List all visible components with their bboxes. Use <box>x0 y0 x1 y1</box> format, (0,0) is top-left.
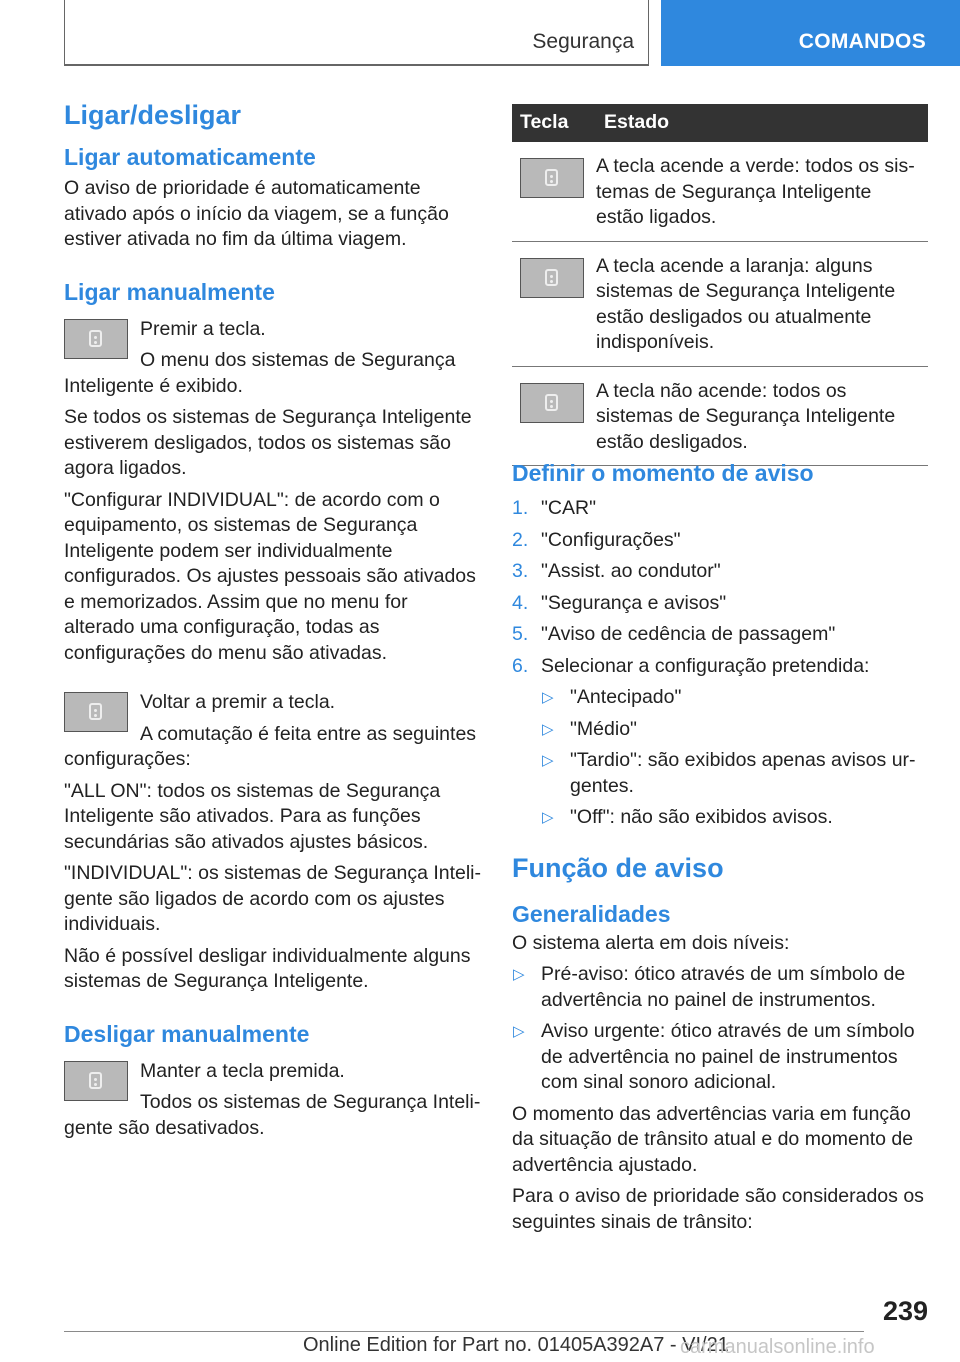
table-header-row <box>512 104 928 142</box>
key-instruction-off <box>64 1059 482 1142</box>
list-item <box>512 528 928 554</box>
intelligent-safety-icon <box>89 330 102 347</box>
intelligent-safety-icon <box>89 1072 102 1089</box>
page-number: 239 <box>882 1296 928 1326</box>
triangle-bullet-icon: ▷ <box>542 752 554 769</box>
header-section-tab <box>64 0 649 66</box>
level-text: Pré-aviso: ótico através de um símbolo de advertência no painel de instrumentos. <box>541 963 906 1011</box>
header-chapter-label: COMANDOS <box>798 30 926 53</box>
list-item <box>512 962 928 1013</box>
steps-list <box>512 496 928 831</box>
intelligent-safety-icon <box>545 169 558 186</box>
intelligent-safety-icon <box>545 269 558 286</box>
safety-key-button-icon <box>64 692 128 732</box>
instruction-menu: O menu dos sistemas de Segurança Inteligente é exibido. <box>64 349 456 397</box>
table-header-key: Tecla <box>512 104 596 142</box>
footer-watermark: carmanualsonline.info <box>680 1336 875 1358</box>
triangle-bullet-icon: ▷ <box>542 689 554 706</box>
levels-list <box>512 962 928 1096</box>
step-text: "Configurações" <box>541 528 681 551</box>
heading-desligar-manualmente: Desligar manualmente <box>64 1020 310 1047</box>
list-item <box>512 496 928 522</box>
safety-key-button-icon <box>64 319 128 359</box>
safety-key-button-icon <box>520 258 584 298</box>
step-number: 6. <box>512 654 529 677</box>
paragraph-all-on: "ALL ON": todos os sistemas de Segurança Inteligente são ativados. Para as funções secundárias são ativados ajustes básicos. <box>64 779 441 853</box>
option-text: "Off": não são exibidos avisos. <box>570 806 833 828</box>
table-cell-state: A tecla acende a verde: todos os sistemas de Segurança Inteligente estão ligados. <box>596 142 928 241</box>
paragraph-note: Não é possível desligar individualmente alguns sistemas de Segurança Inteligente. <box>64 944 471 992</box>
table-cell-key <box>512 366 596 466</box>
heading-generalidades: Generalidades <box>512 900 671 927</box>
safety-key-button-icon <box>520 158 584 198</box>
table-cell-state: A tecla acende a laranja: alguns sistemas de Segurança Inteligente estão desligados ou atualmente indisponíveis. <box>596 241 928 366</box>
paragraph-individual-mode: "INDIVIDUAL": os sistemas de Segurança Inteligente são ligados de acordo com os ajustes individuais. <box>64 862 482 935</box>
instruction-press: Premir a tecla. <box>140 317 266 340</box>
list-item <box>541 805 928 831</box>
step-text: "Assist. ao condutor" <box>541 560 721 582</box>
step-text: Selecionar a configuração pretendida: <box>541 654 870 677</box>
option-text: "Antecipado" <box>570 686 682 708</box>
intelligent-safety-icon <box>545 394 558 411</box>
table-cell-state: A tecla não acende: todos os sistemas de Segurança Inteligente estão desligados. <box>596 366 928 466</box>
heading-ligar-automaticamente: Ligar automaticamente <box>64 144 316 170</box>
right-column <box>512 458 928 1241</box>
table-cell-key <box>512 241 596 366</box>
header-section-label: Segurança <box>532 30 634 53</box>
list-item <box>512 559 928 585</box>
heading-definir-momento: Definir o momento de aviso <box>512 460 814 486</box>
paragraph-all-off: Se todos os sistemas de Segurança Inteligente estiverem desligados, todos os sistemas são agora ligados. <box>64 406 472 479</box>
heading-ligar-desligar: Ligar/desligar <box>64 100 242 130</box>
footer-divider <box>64 1331 864 1332</box>
list-item <box>512 654 928 831</box>
triangle-bullet-icon: ▷ <box>513 1023 525 1040</box>
step-text: "CAR" <box>541 497 597 519</box>
safety-key-button-icon <box>520 383 584 423</box>
table-row <box>512 241 928 366</box>
list-item <box>541 717 928 743</box>
step-number: 5. <box>512 623 529 645</box>
left-column <box>64 98 482 1147</box>
list-item <box>512 622 928 648</box>
step-number: 3. <box>512 560 529 582</box>
table-row <box>512 366 928 466</box>
option-text: "Médio" <box>570 717 637 740</box>
list-item <box>541 685 928 711</box>
heading-funcao-de-aviso: Função de aviso <box>512 852 724 883</box>
option-text: "Tardio": são exibidos apenas avisos urgentes. <box>570 749 916 797</box>
triangle-bullet-icon: ▷ <box>542 809 554 826</box>
paragraph-moment: O momento das advertências varia em função da situação de trânsito atual e do momento de advertência ajustado. <box>512 1102 914 1176</box>
triangle-bullet-icon: ▷ <box>542 720 554 738</box>
paragraph-auto: O aviso de prioridade é automaticamente ativado após o início da viagem, se a função estiver ativada no fim da última viagem. <box>64 177 449 250</box>
key-state-table <box>512 104 928 466</box>
paragraph-signals: Para o aviso de prioridade são considerados os seguintes sinais de trânsito: <box>512 1185 924 1233</box>
paragraph-individual: "Configurar INDIVIDUAL": de acordo com o equipamento, os sistemas de Segurança Inteligente podem ser individualmente configurados. Os ajustes pessoais são ativados e memorizados. Assim que no menu for alterado uma configuração, todas as configurações do menu são ativadas. <box>64 488 476 664</box>
list-item <box>541 748 928 799</box>
safety-key-button-icon <box>64 1061 128 1101</box>
header-chapter-tab <box>661 0 960 66</box>
step-number: 2. <box>512 528 529 551</box>
instruction-deactivated: Todos os sistemas de Segurança Inteligente são desativados. <box>64 1091 481 1139</box>
table-cell-key <box>512 142 596 241</box>
footer-edition: Online Edition for Part no. 01405A392A7 - VI/21 <box>303 1334 729 1356</box>
list-item <box>512 591 928 617</box>
heading-ligar-manualmente: Ligar manualmente <box>64 278 275 305</box>
paragraph-levels: O sistema alerta em dois níveis: <box>512 931 790 954</box>
key-instruction-on <box>64 317 482 400</box>
step-number: 4. <box>512 591 529 614</box>
options-list <box>541 685 928 831</box>
instruction-toggle: A comutação é feita entre as seguintes configurações: <box>64 722 477 770</box>
instruction-hold: Manter a tecla premida. <box>140 1059 345 1082</box>
table-header-state: Estado <box>596 104 928 142</box>
triangle-bullet-icon: ▷ <box>513 966 525 983</box>
list-item <box>512 1019 928 1096</box>
step-text: "Aviso de cedência de passagem" <box>541 623 836 645</box>
level-text: Aviso urgente: ótico através de um símbolo de advertência no painel de instrumentos com sinal sonoro adicional. <box>541 1020 915 1093</box>
step-number: 1. <box>512 497 529 519</box>
table-row <box>512 142 928 241</box>
step-text: "Segurança e avisos" <box>541 591 727 614</box>
key-instruction-again <box>64 690 482 773</box>
intelligent-safety-icon <box>89 703 102 720</box>
instruction-press-again: Voltar a premir a tecla. <box>140 691 336 713</box>
